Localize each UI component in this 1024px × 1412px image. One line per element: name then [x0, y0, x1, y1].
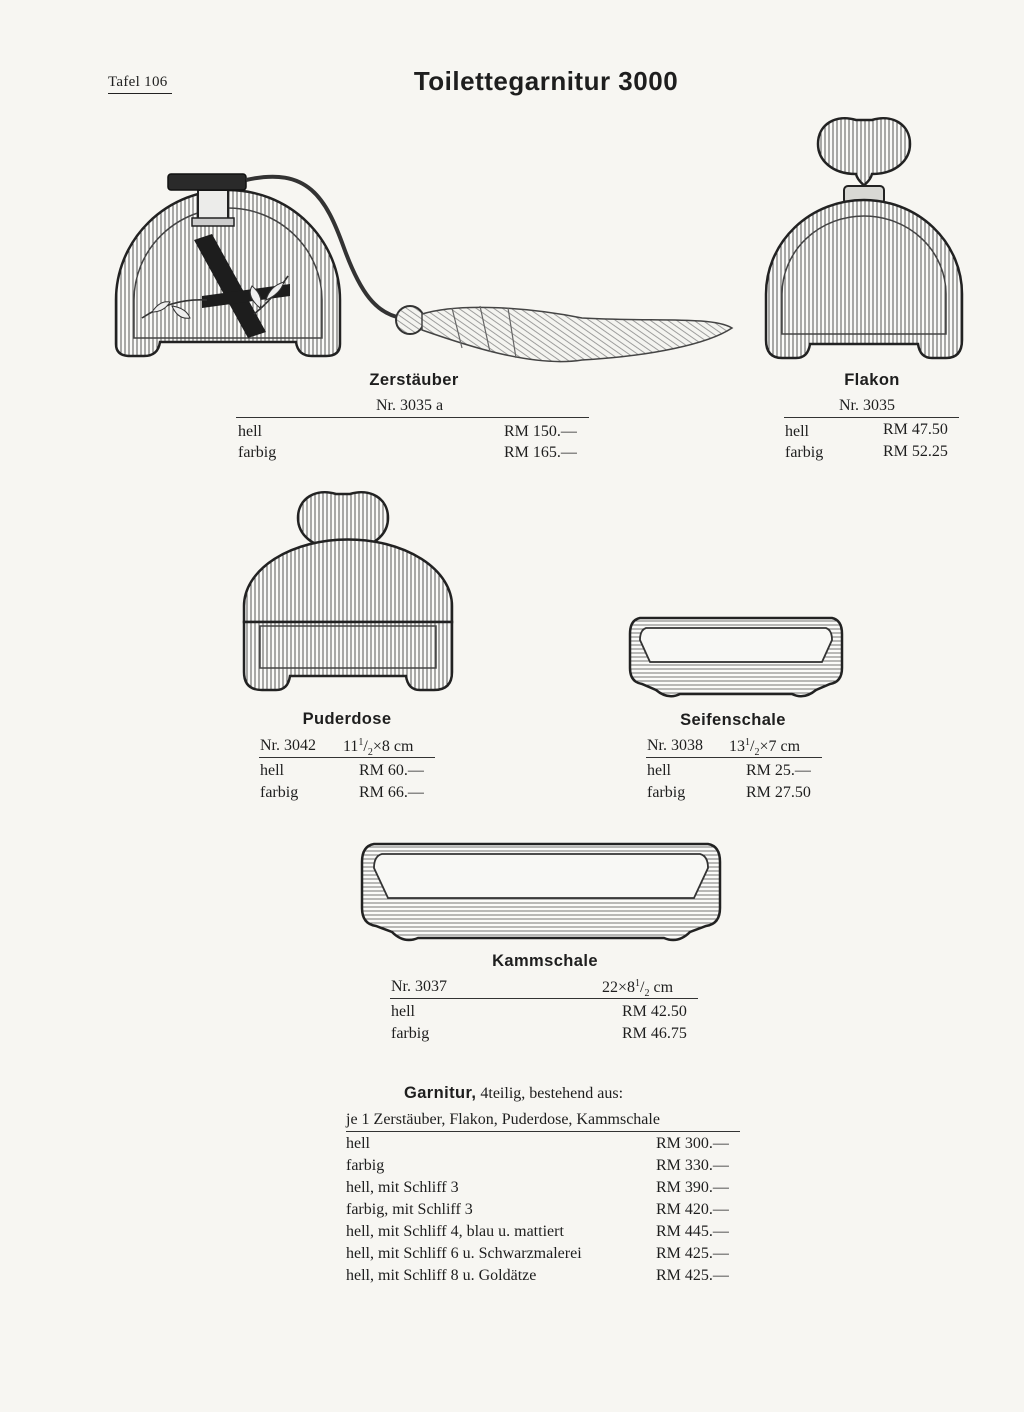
- kammschale-number: Nr. 3037: [391, 978, 447, 995]
- garnitur-description: 4teilig, bestehend aus:: [480, 1085, 624, 1102]
- flakon-row-label: hell: [785, 423, 809, 440]
- kammschale-title: Kammschale: [492, 952, 598, 970]
- garnitur-heading: [404, 1084, 623, 1103]
- garnitur-title: Garnitur,: [404, 1084, 477, 1102]
- puderdose-row-label: farbig: [260, 784, 299, 801]
- zerstaeuber-rule: [236, 417, 589, 418]
- garnitur-row-label: hell, mit Schliff 6 u. Schwarzmalerei: [346, 1245, 582, 1262]
- flakon-title: Flakon: [844, 371, 900, 389]
- zerstaeuber-number: Nr. 3035 a: [376, 397, 444, 414]
- seifenschale-rule: [646, 757, 822, 758]
- flakon-rule: [784, 417, 959, 418]
- seifenschale-row-label: farbig: [647, 784, 686, 801]
- seifenschale-row-price: RM 27.50: [746, 784, 811, 801]
- page-title: Toilettegarnitur 3000: [413, 66, 679, 96]
- garnitur-contents: je 1 Zerstäuber, Flakon, Puderdose, Kammschale: [346, 1111, 660, 1128]
- flakon-row-price: RM 47.50: [883, 421, 948, 438]
- kammschale-row-label: hell: [391, 1003, 415, 1020]
- kammschale-row-label: farbig: [391, 1025, 430, 1042]
- seifenschale-row-price: RM 25.—: [746, 762, 811, 779]
- garnitur-row-label: farbig, mit Schliff 3: [346, 1201, 473, 1218]
- puderdose-row-price: RM 66.—: [359, 784, 424, 801]
- flakon-row-label: farbig: [785, 444, 824, 461]
- garnitur-row-price: RM 420.—: [656, 1201, 729, 1218]
- plate-number: Tafel 106: [108, 74, 172, 94]
- garnitur-row-price: RM 330.—: [656, 1157, 729, 1174]
- zerstaeuber-row-price: RM 165.—: [504, 444, 577, 461]
- seifenschale-illustration: [626, 608, 846, 704]
- puderdose-number: Nr. 3042: [260, 737, 316, 754]
- garnitur-row-price: RM 390.—: [656, 1179, 729, 1196]
- garnitur-row-price: RM 425.—: [656, 1267, 729, 1284]
- garnitur-row-price: RM 445.—: [656, 1223, 729, 1240]
- puderdose-row-label: hell: [260, 762, 284, 779]
- zerstaeuber-illustration: [112, 168, 742, 368]
- garnitur-row-label: hell, mit Schliff 3: [346, 1179, 459, 1196]
- zerstaeuber-row-price: RM 150.—: [504, 423, 577, 440]
- puderdose-illustration: [238, 486, 458, 698]
- seifenschale-title: Seifenschale: [680, 711, 786, 729]
- garnitur-row-label: hell, mit Schliff 4, blau u. mattiert: [346, 1223, 564, 1240]
- flakon-row-price: RM 52.25: [883, 443, 948, 460]
- zerstaeuber-row-label: hell: [238, 423, 262, 440]
- flakon-number: Nr. 3035: [839, 397, 895, 414]
- zerstaeuber-row-label: farbig: [238, 444, 277, 461]
- garnitur-row-price: RM 300.—: [656, 1135, 729, 1152]
- puderdose-rule: [259, 757, 435, 758]
- seifenschale-size: $13^1/_2\times 7$ cm: [729, 737, 801, 759]
- seifenschale-row-label: hell: [647, 762, 671, 779]
- flakon-illustration: [760, 108, 980, 370]
- kammschale-row-price: RM 46.75: [622, 1025, 687, 1042]
- puderdose-size: $11^1/_2\times 8$ cm: [343, 737, 414, 759]
- garnitur-row-price: RM 425.—: [656, 1245, 729, 1262]
- garnitur-rule: [346, 1131, 740, 1132]
- garnitur-row-label: hell, mit Schliff 8 u. Goldätze: [346, 1267, 537, 1284]
- zerstaeuber-title: Zerstäuber: [369, 371, 459, 389]
- kammschale-row-price: RM 42.50: [622, 1003, 687, 1020]
- seifenschale-number: Nr. 3038: [647, 737, 703, 754]
- kammschale-illustration: [358, 838, 724, 948]
- garnitur-row-label: farbig: [346, 1157, 385, 1174]
- garnitur-row-label: hell: [346, 1135, 370, 1152]
- puderdose-title: Puderdose: [302, 710, 392, 728]
- kammschale-size: $22\times 8^1/_2$ cm: [602, 978, 674, 1000]
- kammschale-rule: [390, 998, 698, 999]
- puderdose-row-price: RM 60.—: [359, 762, 424, 779]
